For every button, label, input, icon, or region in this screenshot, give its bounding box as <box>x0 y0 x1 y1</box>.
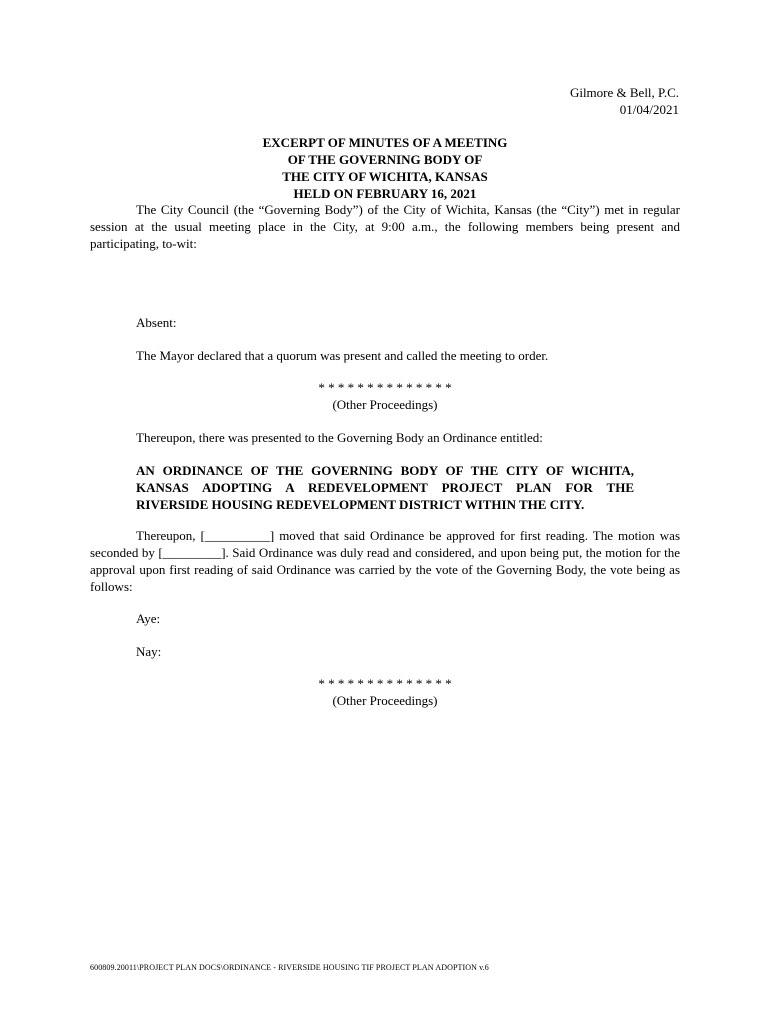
title-line-1: EXCERPT OF MINUTES OF A MEETING <box>262 135 508 150</box>
intro-paragraph: The City Council (the “Governing Body”) of the City of Wichita, Kansas (the “City”) met in regular session at the usual meeting place in the City, at 9:00 a.m., the following members being present and participating, to-wit: <box>90 202 680 251</box>
firm-name: Gilmore & Bell, P.C. <box>569 85 679 100</box>
title-line-3: THE CITY OF WICHITA, KANSAS <box>282 169 488 184</box>
ordinance-title: AN ORDINANCE OF THE GOVERNING BODY OF THE CITY OF WICHITA, KANSAS ADOPTING A REDEVELOPMENT PROJECT PLAN FOR THE RIVERSIDE HOUSING REDEVELOPMENT DISTRICT WITHIN THE CITY. <box>136 463 634 512</box>
absent-label: Absent: <box>136 315 177 330</box>
document-date: 01/04/2021 <box>619 102 679 117</box>
separator-stars-2: * * * * * * * * * * * * * * <box>318 676 452 691</box>
motion-paragraph: Thereupon, [__________] moved that said Ordinance be approved for first reading. The motion was seconded by [_________]. Said Ordinance was duly read and considered, and upon being put, the motion for the approval upon first reading of said Ordinance was carried by the vote of the Governing Body, the vote being as follows: <box>90 528 680 594</box>
title-line-2: OF THE GOVERNING BODY OF <box>287 152 483 167</box>
presented-statement: Thereupon, there was presented to the Governing Body an Ordinance entitled: <box>136 430 543 445</box>
document-footer-path: 600809.20011\PROJECT PLAN DOCS\ORDINANCE - RIVERSIDE HOUSING TIF PROJECT PLAN ADOPTION v.6 <box>90 963 489 972</box>
separator-stars-1: * * * * * * * * * * * * * * <box>318 380 452 395</box>
title-line-4: HELD ON FEBRUARY 16, 2021 <box>293 186 477 201</box>
other-proceedings-1: (Other Proceedings) <box>332 397 438 412</box>
quorum-statement: The Mayor declared that a quorum was present and called the meeting to order. <box>136 348 549 363</box>
firm-header <box>570 84 679 118</box>
document-title <box>0 134 770 202</box>
nay-label: Nay: <box>136 644 162 659</box>
aye-label: Aye: <box>136 611 161 626</box>
other-proceedings-2: (Other Proceedings) <box>332 693 438 708</box>
